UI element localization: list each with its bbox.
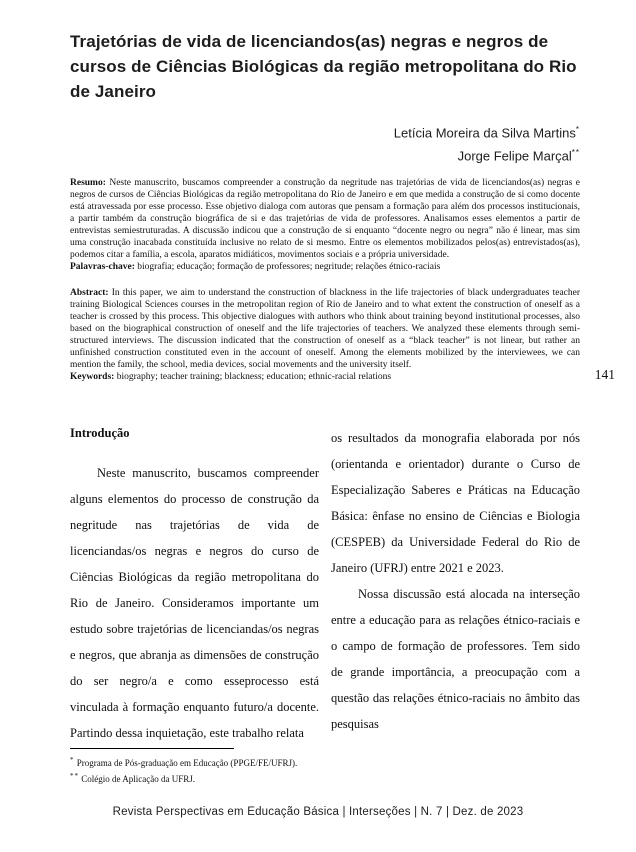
footnotes-block [70,748,580,786]
text-column-right [331,425,580,746]
palavras-chave-label: Palavras-chave: [70,261,135,272]
palavras-chave-line [70,261,580,273]
footnote-item [70,770,580,786]
resumo-paragraph [70,177,580,261]
author-footnote-mark: * [575,125,580,134]
text-column-left [70,425,319,746]
keywords-text: biography; teacher training; blackness; education; ethnic-racial relations [116,371,392,382]
section-heading-introducao: Introdução [70,425,130,440]
footnote-mark: ** [70,771,79,780]
palavras-chave-text: biografia; educação; formação de professores; negritude; relações étnico-raciais [137,261,441,272]
footnote-mark: * [70,755,75,764]
article-title: Trajetórias de vida de licenciandos(as) negras e negros de cursos de Ciências Biológicas da região metropolitana do Rio de Janeiro [70,32,577,101]
page-content [70,0,580,786]
introduction-section [70,425,580,746]
author-footnote-mark: ** [571,148,580,158]
abstract-paragraph [70,287,580,371]
resumo-label: Resumo: [70,177,106,188]
footnote-text: Programa de Pós-graduação em Educação (PPGE/FE/UFRJ). [76,757,298,768]
abstracts-block [70,177,580,383]
author-name: Jorge Felipe Marçal [457,148,572,164]
author-line [70,120,580,143]
author-name: Letícia Moreira da Silva Martins [393,125,576,141]
page-number: 141 [594,367,615,382]
intro-paragraph-1-continued: os resultados da monografia elaborada por nós (orientanda e orientador) durante o Curso de Especialização Saberes e Práticas na Educação Básica: ênfase no ensino de Ciências e Biologia (CESPEB) da Universidade Federal do Rio de Janeiro (UFRJ) entre 2021 e 2023. [331,430,580,575]
resumo-text: Neste manuscrito, buscamos compreender a construção da negritude nas trajetórias de vida de licenciandos(as) negras e negros de cursos de Ciências Biológicas da região metropolitana do Rio de Janeiro e em que medida a construção de si como docente está atravessada por esse processo. Esse objetivo dialoga com autoras que pensam a formação para além dos processos institucionais, a partir também da construção biográfica de si e das trajetórias de vida de professores. Analisamos esses elementos a partir de entrevistas semiestruturadas. A discussão indicou que a construção de si enquanto “docente negro ou negra” não é linear, mas sim uma construção inacabada constituída inclusive no relato de si mesmo. Entre os elementos mobilizados pelos(as) entrevistados(as), podemos citar a família, a escola, aparatos midiáticos, movimentos sociais e a própria universidade. [70,177,580,260]
intro-paragraph-2: Nossa discussão está alocada na interseção entre a educação para as relações étnico-raciais e o campo de formação de professores. Tem sido de grande importância, a preocupação com a questão das relações étnico-raciais no âmbito das pesquisas [331,586,580,731]
abstract-text: In this paper, we aim to understand the construction of blackness in the life trajectories of black undergraduates teacher training Biological Sciences courses in the metropolitan region of Rio de Janeiro and to what extent the construction of oneself as a teacher is crossed by this process. This objective dialogues with authors who think about training beyond institutional processes, also based on the biographical construction of oneself and the life trajectories of teachers. We analyzed these elements through semi-structured interviews. The discussion indicated that the construction of oneself as a “black teacher” is not linear, but rather an unfinished construction constituted even in the account of oneself. Among the elements mobilized by the interviewees, we can mention the family, the school, media devices, social movements and the university itself. [70,287,581,370]
keywords-label: Keywords: [70,371,115,382]
author-line [70,143,580,166]
keywords-line [70,371,580,383]
footnote-separator [70,748,234,749]
footnote-text: Colégio de Aplicação da UFRJ. [81,773,195,784]
journal-footer: Revista Perspectivas em Educação Básica | Interseções | N. 7 | Dez. de 2023 [112,806,524,818]
intro-paragraph-1: Neste manuscrito, buscamos compreender alguns elementos do processo de construção da negritude nas trajetórias de vida de licenciandas/os negras e negros do curso de Ciências Biológicas da região metropolitana do Rio de Janeiro. Consideramos importante um estudo sobre trajetórias de licenciandas/os negras e negros, que abranja as dimensões de construção do ser negro/a e como esseprocesso está vinculada à formação enquanto futuro/a docente. Partindo dessa inquietação, este trabalho relata [70,465,319,740]
footnote-item [70,754,580,770]
abstract-label: Abstract: [70,287,109,298]
authors-block [70,120,580,167]
